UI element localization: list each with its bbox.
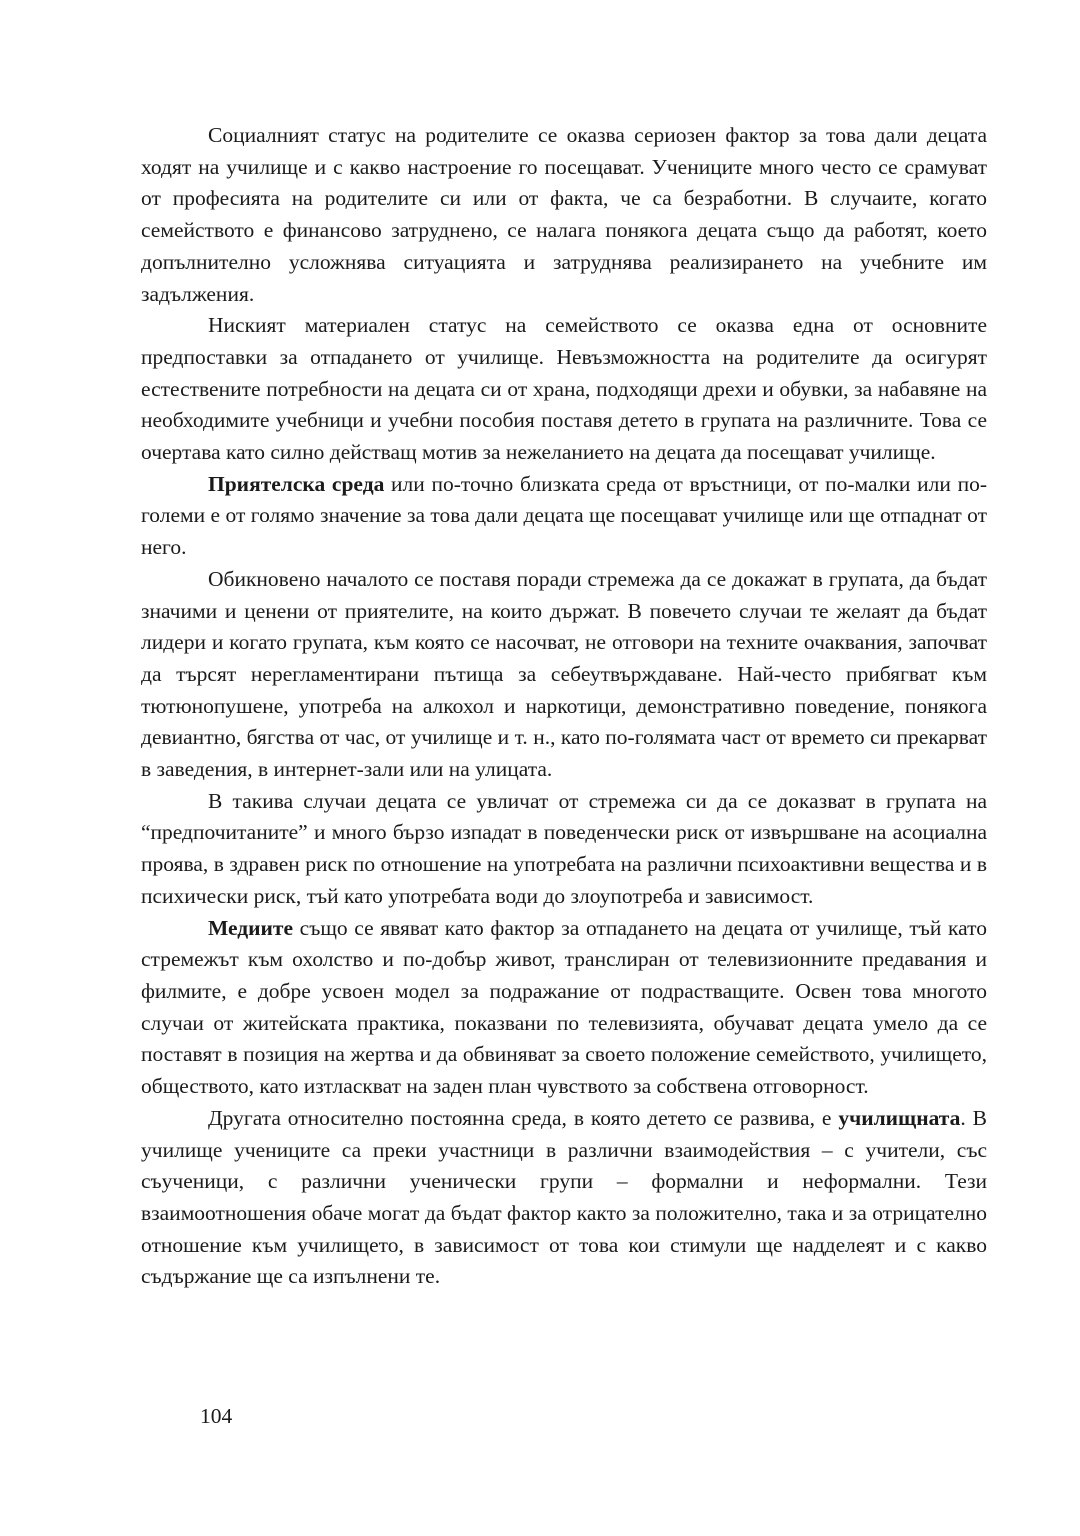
paragraph-friendly-environment: [141, 469, 987, 564]
paragraph-text: В такива случаи децата се увличат от стремежа си да се доказват в групата на “предпочитаните” и много бързо изпадат в поведенчески риск от извършване на асоциална проява, в здравен риск по отношение на употребата на различни психоактивни вещества и в психически риск, тъй като употребата води до злоупотреба и зависимост.: [141, 788, 987, 908]
body-text: [141, 120, 987, 1293]
paragraph-lead-term: Приятелска среда: [208, 471, 385, 496]
paragraph-material-status: [141, 310, 987, 469]
paragraph-lead-term: Медиите: [208, 915, 294, 940]
page-number: 104: [200, 1404, 233, 1428]
paragraph-inline-term: училищната: [838, 1105, 961, 1130]
paragraph-group-belonging: [141, 564, 987, 786]
paragraph-media: [141, 913, 987, 1103]
paragraph-text-tail: . В училище учениците са преки участници в различни взаимодействия – с учители, със съученици, с различни ученически групи – формални и неформални. Тези взаимоотношения обаче могат да бъдат фактор както за положително, така и за отрицателно отношение към училището, в зависимост от това кои стимули ще надделеят и с какво съдържание ще са изпълнени те.: [141, 1105, 987, 1289]
paragraph-social-status: [141, 120, 987, 310]
paragraph-school-environment: [141, 1103, 987, 1293]
paragraph-text: също се явяват като фактор за отпадането на децата от училище, тъй като стремежът към охолство и по-добър живот, транслиран от телевизионните предавания и филмите, е добре усвоен модел за подражание от подрастващите. Освен това многото случаи от житейската практика, показвани по телевизията, обучават децата умело да се поставят в позиция на жертва и да обвиняват за своето положение семейството, училището, обществото, като изтласкват на заден план чувството за собствена отговорност.: [141, 915, 987, 1099]
paragraph-risk: [141, 786, 987, 913]
paragraph-text: Обикновено началото се поставя поради стремежа да се докажат в групата, да бъдат значими и ценени от приятелите, на които държат. В повечето случаи те желаят да бъдат лидери и когато групата, към която се насочват, не отговори на техните очаквания, започват да търсят нерегламентирани пътища за себеутвърждаване. Най-често прибягват към тютюнопушене, употреба на алкохол и наркотици, демонстративно поведение, понякога девиантно, бягства от час, от училище и т. н., като по-голямата част от времето си прекарват в заведения, в интернет-зали или на улицата.: [141, 566, 987, 782]
paragraph-text: Ниският материален статус на семейството се оказва една от основните предпоставки за отпадането от училище. Невъзможността на родителите да осигурят естествените потребности на децата си от храна, подходящи дрехи и обувки, за набавяне на необходимите учебници и учебни пособия поставя детето в групата на различните. Това се очертава като силно действащ мотив за нежеланието на децата да посещават училище.: [141, 313, 987, 465]
paragraph-text: Другата относително постоянна среда, в която детето се развива, е: [208, 1105, 839, 1130]
paragraph-text: Социалният статус на родителите се оказва сериозен фактор за това дали децата ходят на училище и с какво настроение го посещават. Учениците много често се срамуват от професията на родителите си или от факта, че са безработни. В случаите, когато семейството е финансово затруднено, се налага понякога децата също да работят, което допълнително усложнява ситуацията и затруднява реализирането на учебните им задължения.: [141, 123, 987, 306]
paragraph-text: или по-точно близката среда от връстници, от по-малки или по-големи е от голямо значение за това дали децата ще посещават училище или ще отпаднат от него.: [141, 471, 987, 560]
